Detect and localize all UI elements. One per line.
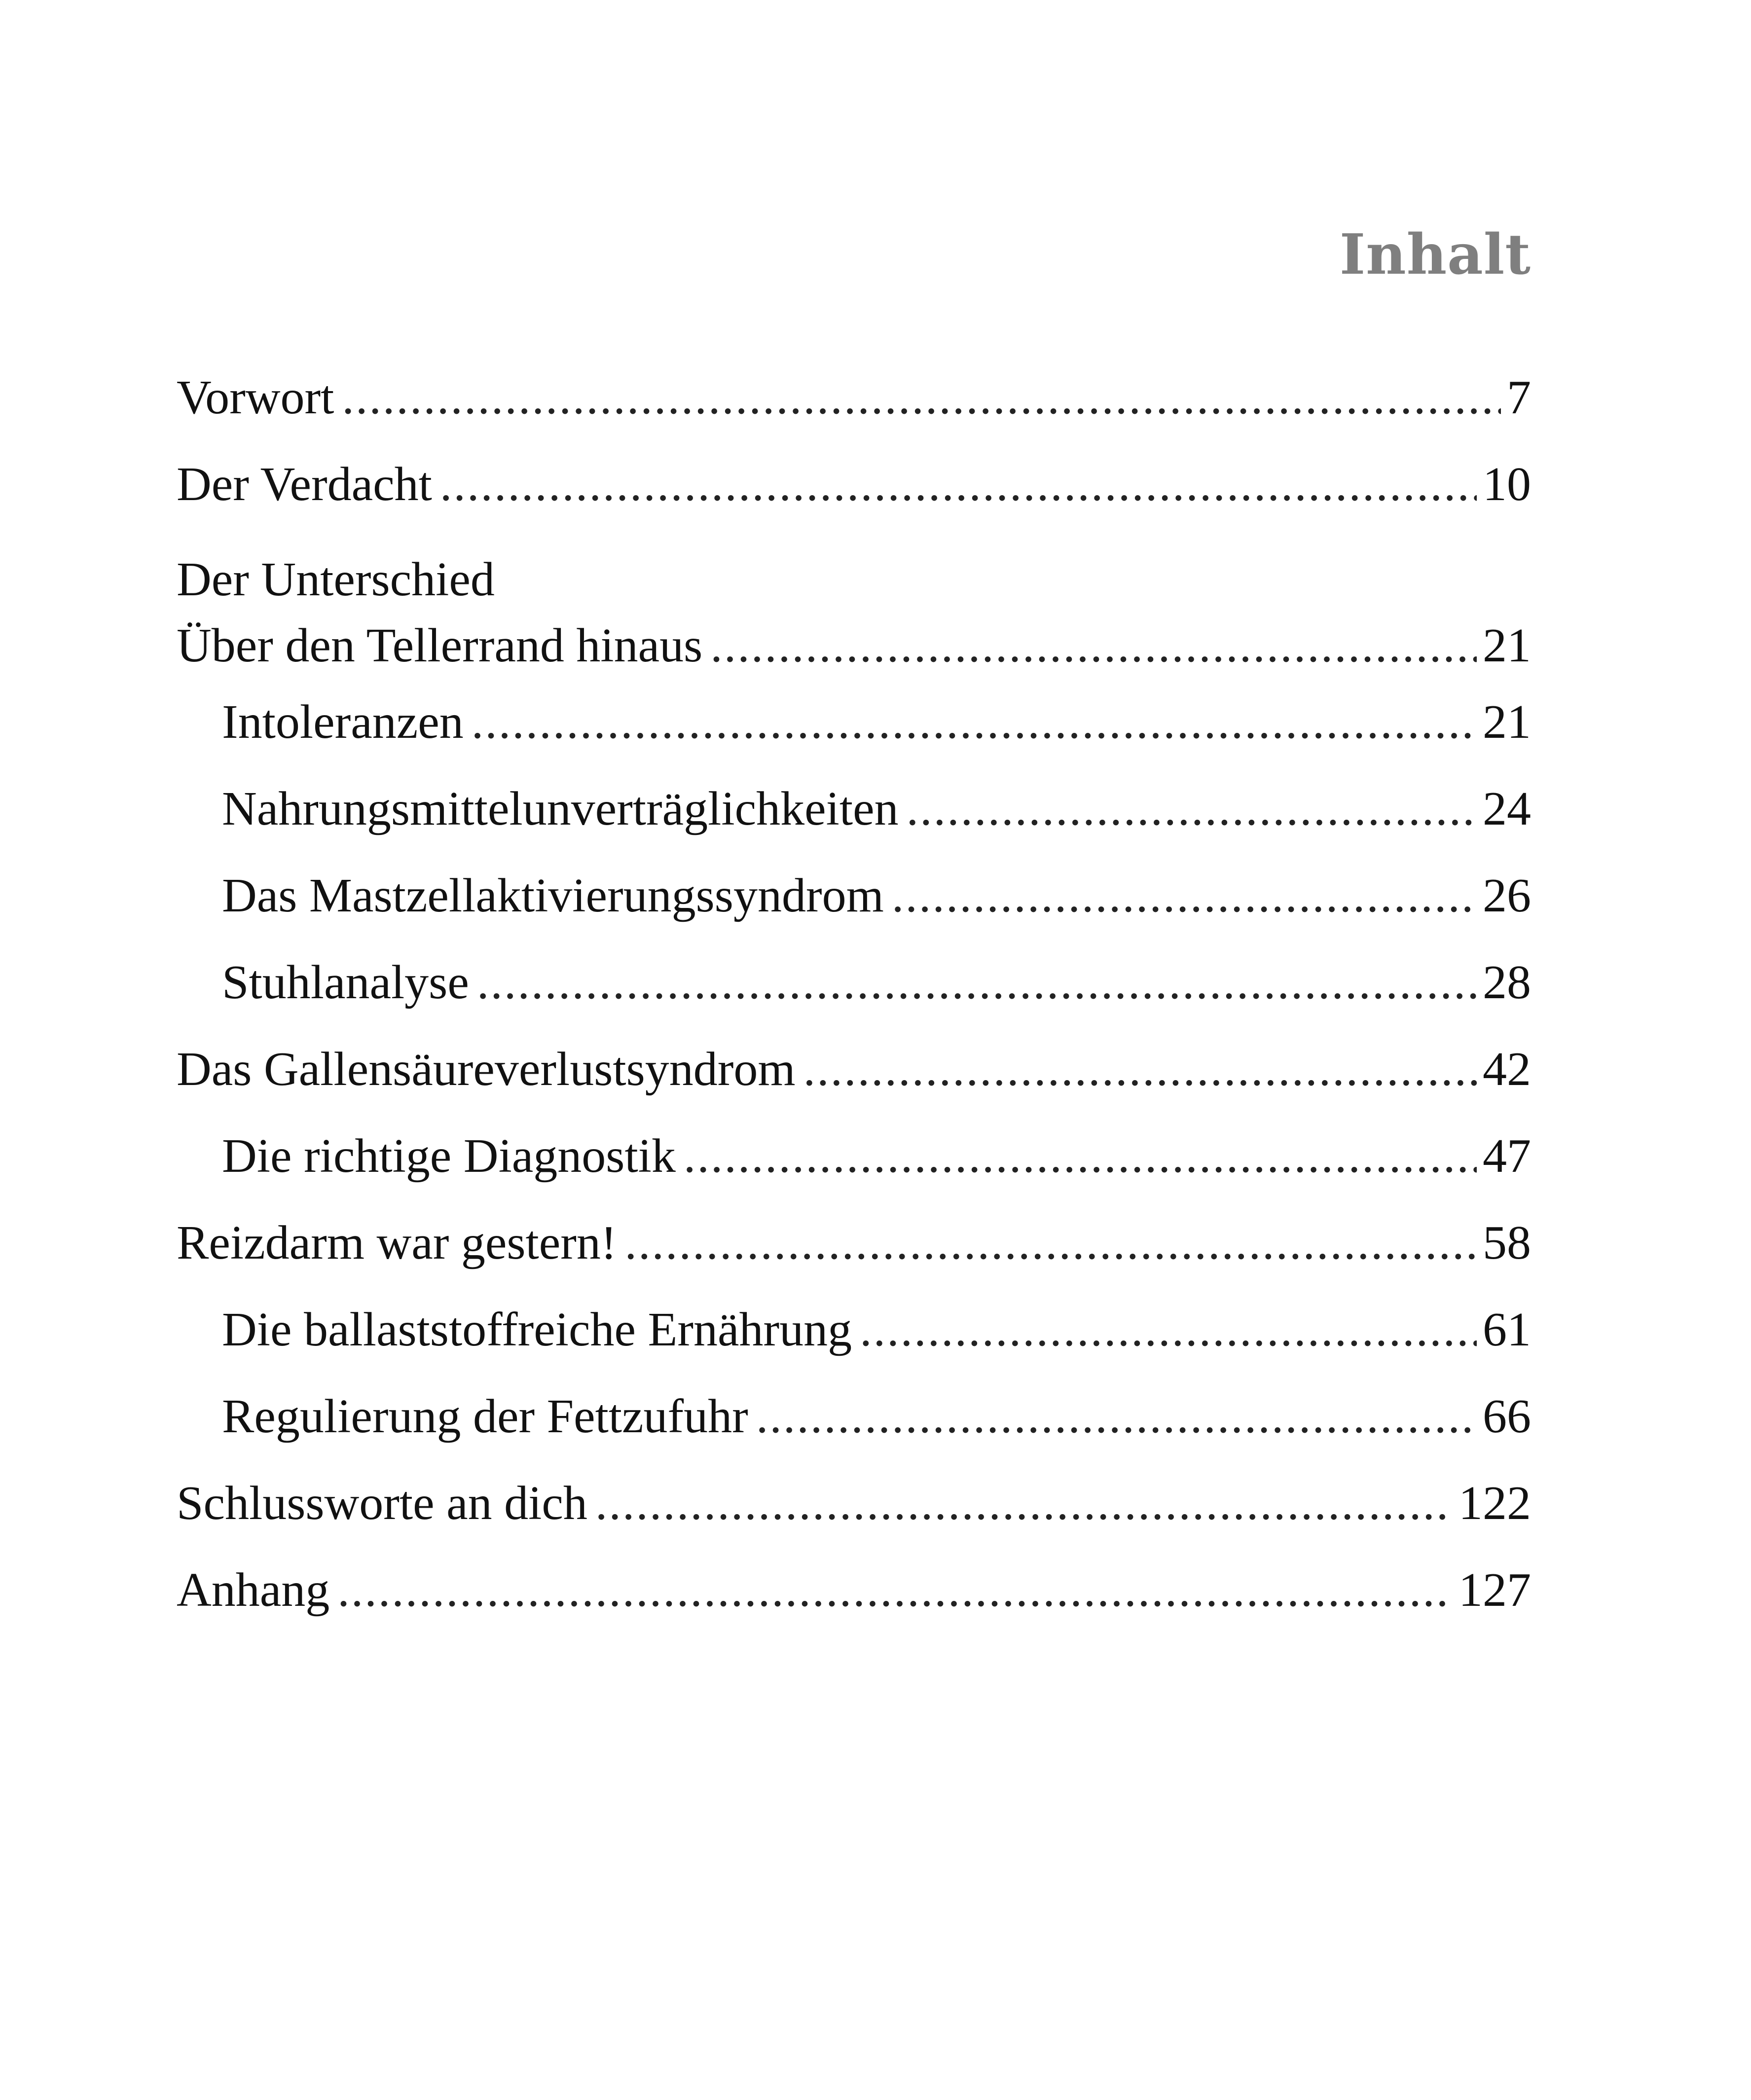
toc-entry-page: 21 [1483,619,1531,672]
toc-dot-leader [477,939,1477,1026]
toc-entry-label: Schlussworte an dich [177,1477,587,1530]
toc-entry-page: 7 [1507,371,1531,424]
toc-dot-leader [710,613,1477,679]
toc-entry-page: 61 [1483,1303,1531,1356]
toc-dot-leader [472,679,1477,765]
toc-entry[interactable] [177,1286,1531,1373]
toc-entry-label: Das Mastzellaktivierungssyndrom [222,869,884,922]
toc-entry[interactable] [177,1373,1531,1460]
toc-dot-leader [756,1373,1477,1460]
toc-entry-page: 10 [1483,458,1531,511]
toc-entry-page: 58 [1483,1216,1531,1269]
toc-entry-label: Regulierung der Fettzufuhr [222,1390,748,1443]
toc-entry[interactable] [177,546,1531,613]
toc-entry-label: Über den Tellerrand hinaus [177,619,703,672]
toc-entry[interactable] [177,1199,1531,1286]
toc-entry-label: Reizdarm war gestern! [177,1216,617,1269]
toc-entry-page: 127 [1459,1563,1531,1617]
toc-dot-leader [907,765,1477,852]
toc-entry[interactable] [177,1113,1531,1199]
toc-entry-page: 28 [1483,956,1531,1009]
toc-entry-page: 21 [1483,695,1531,749]
toc-entry-label: Anhang [177,1563,330,1617]
toc-entry[interactable] [177,765,1531,852]
toc-dot-leader [860,1286,1477,1373]
toc-dot-leader [892,852,1477,939]
toc-entry-label: Vorwort [177,371,334,424]
table-of-contents [177,354,1531,1633]
toc-entry-label: Stuhlanalyse [222,956,469,1009]
toc-entry[interactable] [177,613,1531,679]
toc-entry-label: Das Gallensäureverlustsyndrom [177,1043,796,1096]
toc-entry[interactable] [177,1547,1531,1633]
toc-entry[interactable] [177,852,1531,939]
toc-entry-page: 24 [1483,782,1531,835]
toc-dot-leader [342,354,1501,441]
toc-entry[interactable] [177,441,1531,528]
toc-entry[interactable] [177,1460,1531,1547]
toc-dot-leader [684,1113,1477,1199]
toc-entry-label: Die ballaststoffreiche Ernährung [222,1303,852,1356]
toc-entry-page: 26 [1483,869,1531,922]
toc-entry[interactable] [177,354,1531,441]
toc-entry-label: Der Verdacht [177,458,432,511]
toc-entry-label: Der Unterschied [177,553,495,606]
toc-entry-label: Intoleranzen [222,695,464,749]
toc-entry-page: 42 [1483,1043,1531,1096]
page-title: Inhalt [1339,222,1531,287]
toc-dot-leader [337,1547,1453,1633]
toc-entry-page: 122 [1459,1477,1531,1530]
toc-dot-leader [440,441,1477,528]
toc-entry-page: 66 [1483,1390,1531,1443]
toc-entry-label: Nahrungsmittelunverträglichkeiten [222,782,899,835]
toc-dot-leader [595,1460,1453,1547]
toc-entry-page: 47 [1483,1129,1531,1183]
toc-entry[interactable] [177,1026,1531,1113]
toc-entry[interactable] [177,939,1531,1026]
toc-entry-label: Die richtige Diagnostik [222,1129,676,1183]
toc-entry[interactable] [177,679,1531,765]
toc-dot-leader [624,1199,1477,1286]
toc-dot-leader [803,1026,1477,1113]
